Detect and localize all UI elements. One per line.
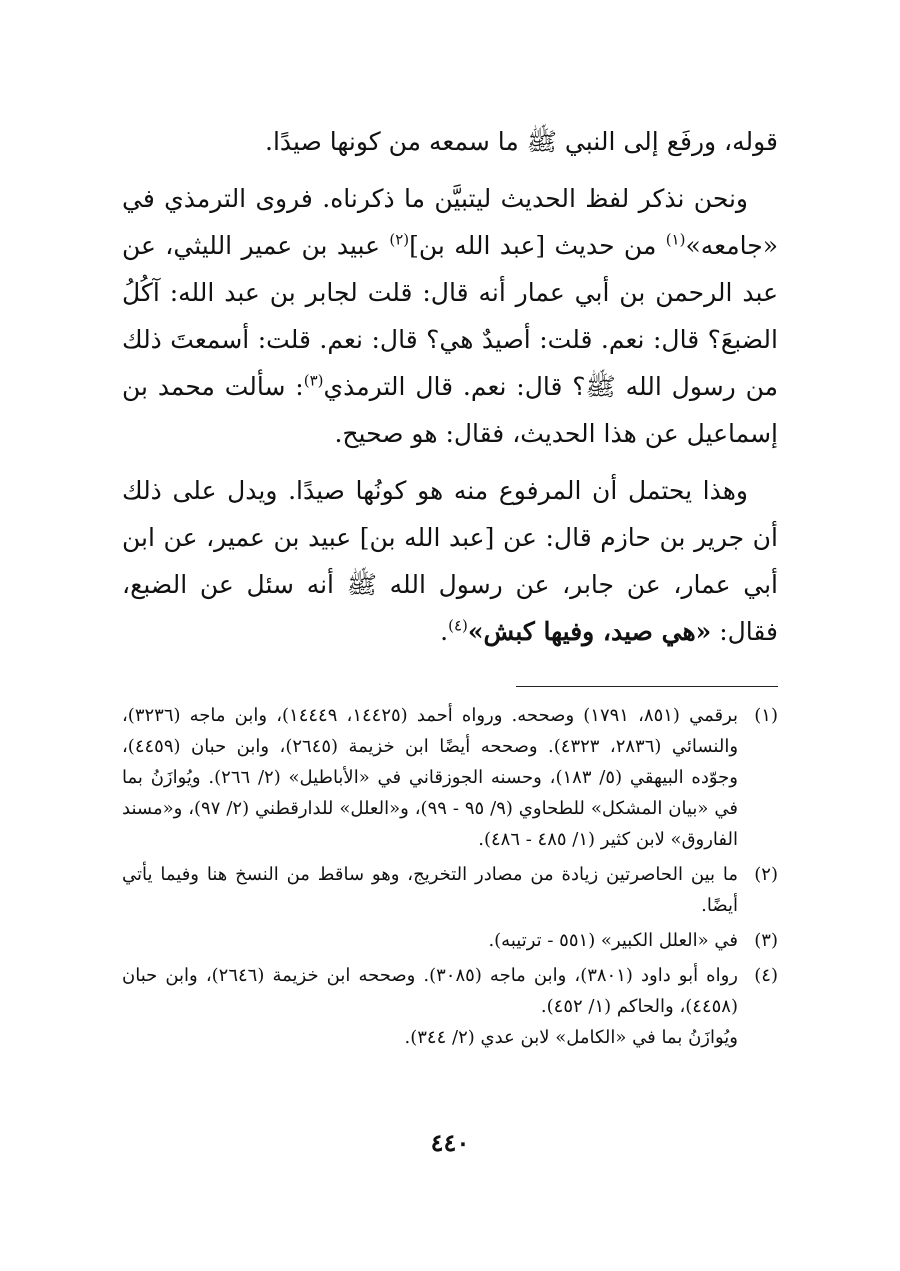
footnote-number: (٣) <box>754 930 778 951</box>
footnote-text: برقمي (٨٥١، ١٧٩١) وصححه. ورواه أحمد (١٤٤٢٥، ١٤٤٤٩)، وابن ماجه (٣٢٣٦)، والنسائي (٢٨٣٦، ٤٣٢٣). وصححه أيضًا ابن خزيمة (٢٦٤٥)، وابن حبان (٤٤٥٩)، وجوّده البيهقي (٥/ ١٨٣)، وحسنه الجوزقاني في «الأباطيل» (٢/ ٢٦٦). ويُوازَنُ بما في «بيان المشكل» للطحاوي (٩/ ٩٥ - ٩٩)، و«العلل» للدارقطني (٢/ ٩٧)، و«مسند الفاروق» لابن كثير (١/ ٤٨٥ - ٤٨٦). <box>122 705 739 850</box>
footnote-ref-2[interactable]: (٢) <box>389 230 410 249</box>
footnote-ref-4[interactable]: (٤) <box>448 616 468 635</box>
footnote-4-line-2: ويُوازَنُ بما في «الكامل» لابن عدي (٢/ ٣٤٤). <box>404 1027 738 1048</box>
page-number: ٤٤٠ <box>430 1128 470 1157</box>
footnote-divider <box>516 686 778 687</box>
footnote-ref-3[interactable]: (٣) <box>303 371 324 390</box>
footnote-text: ما بين الحاصرتين زيادة من مصادر التخريج، وهو ساقط من النسخ هنا وفيما يأتي أيضًا. <box>122 864 738 916</box>
footnote-2 <box>122 859 778 921</box>
hadith-quote: «هي صيد، وفيها كبش» <box>467 617 712 646</box>
footnote-number: (٤) <box>754 965 778 986</box>
paragraph-2 <box>122 175 778 457</box>
footnote-text <box>122 960 738 1053</box>
paragraph-2-text-a: ونحن نذكر لفظ الحديث ليتبيَّن ما ذكرناه. فروى الترمذي في «جامعه» <box>122 184 778 260</box>
footnote-3 <box>122 925 778 956</box>
footnote-4-line-1: رواه أبو داود (٣٨٠١)، وابن ماجه (٣٠٨٥). وصححه ابن خزيمة (٢٦٤٦)، وابن حبان (٤٤٥٨)، والحاكم (١/ ٤٥٢). <box>122 965 739 1017</box>
paragraph-2-text-b: من حديث [عبد الله بن] <box>409 231 666 260</box>
paragraph-1: قوله، ورفَع إلى النبي ﷺ ما سمعه من كونها صيدًا. <box>265 127 778 156</box>
footnote-number: (٢) <box>754 864 778 885</box>
footnote-text: في «العلل الكبير» (٥٥١ - ترتيبه). <box>488 930 738 951</box>
footnote-number: (١) <box>754 705 778 726</box>
paragraph-2-text-d: : سألت محمد بن إسماعيل عن هذا الحديث، فقال: هو صحيح. <box>122 372 778 448</box>
paragraph-3-text-a: وهذا يحتمل أن المرفوع منه هو كونُها صيدًا. ويدل على ذلك أن جرير بن حازم قال: عن [عبد الله بن] عبيد بن عمير، عن ابن أبي عمار، عن جابر، عن رسول الله ﷺ أنه سئل عن الضبع، فقال: <box>122 476 778 646</box>
paragraph-2-text-c: عبيد بن عمير الليثي، عن عبد الرحمن بن أبي عمار أنه قال: قلت لجابر بن عبد الله: آكُلُ الضبعَ؟ قال: نعم. قلت: أصيدٌ هي؟ قال: نعم. قلت: أسمعتَ ذلك من رسول الله ﷺ؟ قال: نعم. قال الترمذي <box>122 231 778 401</box>
main-text <box>122 118 778 665</box>
footnotes <box>122 700 778 1057</box>
paragraph-3-end: . <box>440 617 449 646</box>
footnote-ref-1[interactable]: (١) <box>665 230 686 249</box>
paragraph-3 <box>122 467 778 655</box>
footnote-1 <box>122 700 778 855</box>
footnote-4 <box>122 960 778 1053</box>
